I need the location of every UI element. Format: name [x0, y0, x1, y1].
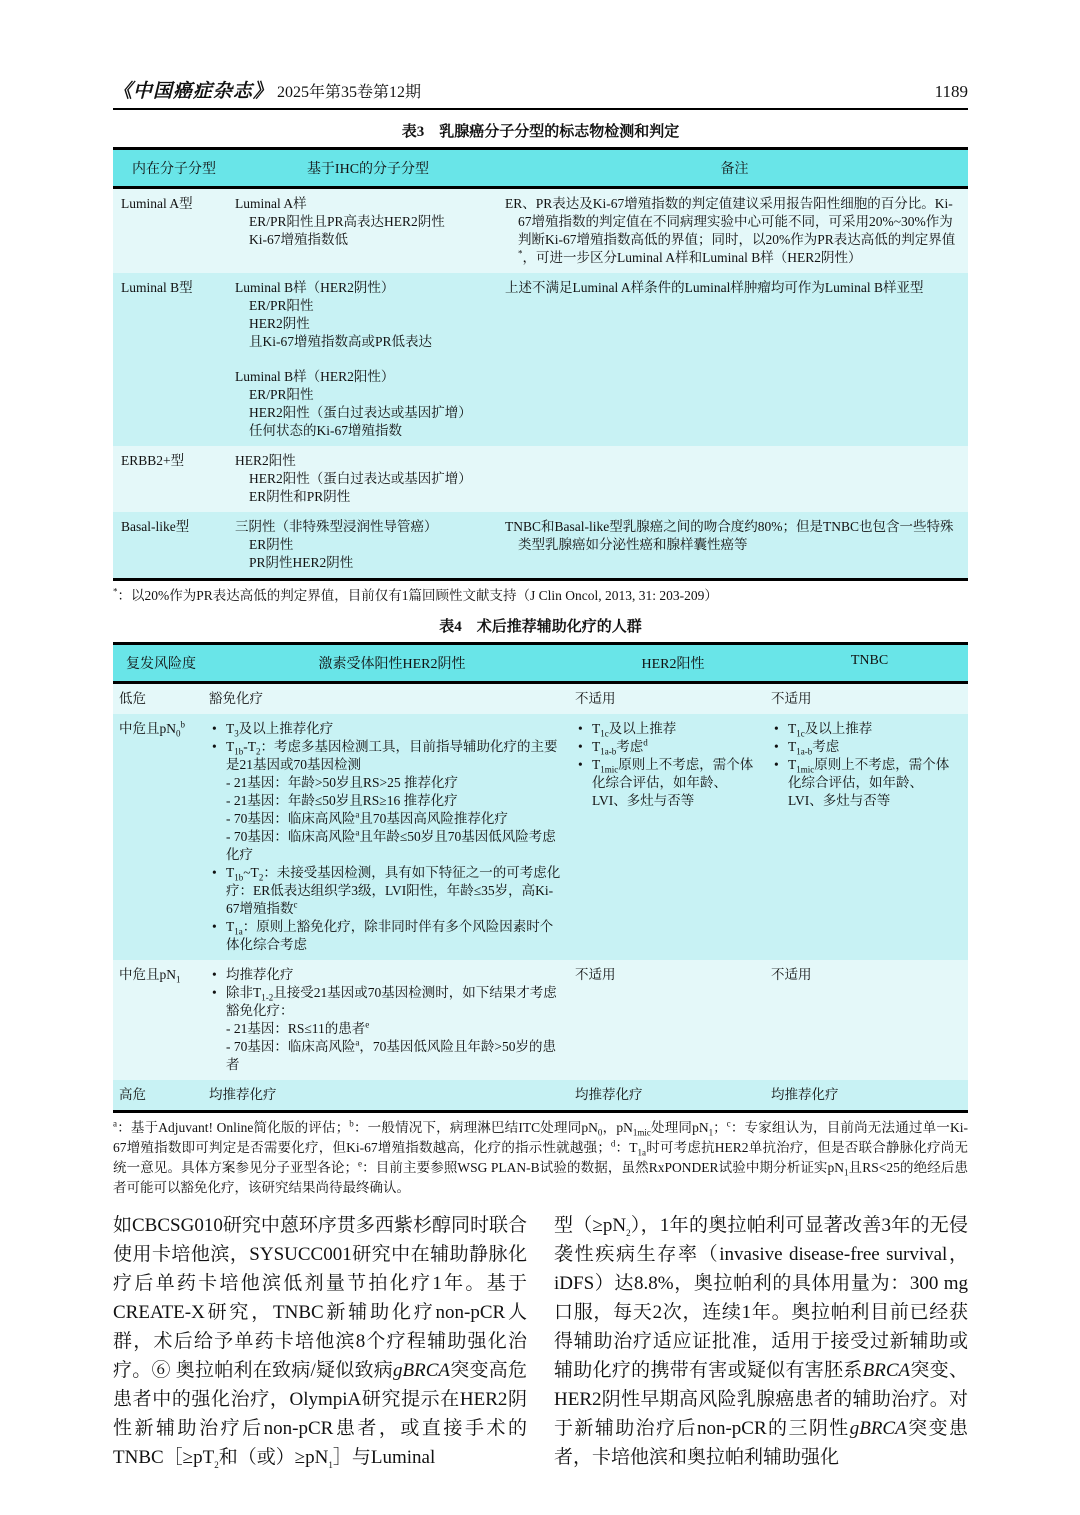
cell-line: 豁免化疗 [209, 691, 263, 706]
table4-col-header: TNBC [850, 653, 889, 668]
ihc-line: ER/PR阳性 [249, 298, 314, 313]
header-rule [113, 108, 968, 110]
body-text [113, 1211, 968, 1472]
table3-header-row [113, 150, 968, 189]
table3-footnote: *：以20%作为PR表达高低的判定界值，目前仅有1篇回顾性文献支持（J Clin Oncol, 2013, 31: 203-209） [113, 586, 718, 603]
cell-remark: 上述不满足Luminal A样条件的Luminal样肿瘤均可作为Luminal B样亚型 [505, 280, 924, 295]
cell-line: 不适用 [771, 967, 812, 982]
table4 [113, 642, 968, 1113]
cell-ihc [235, 452, 501, 506]
cell-ihc [235, 195, 501, 267]
table-row [113, 684, 968, 714]
group-gap [235, 351, 489, 368]
cell-tnbc [771, 720, 968, 954]
ihc-line: ER/PR阳性且PR高表达HER2阴性 [249, 214, 445, 229]
cell-line: - 21基因：年龄>50岁且RS>25 推荐化疗 [226, 775, 458, 790]
table-row [113, 960, 968, 1080]
ihc-line: Luminal A样 [235, 196, 307, 211]
ihc-line: HER2阳性（蛋白过表达或基因扩增） [249, 471, 472, 486]
cell-risk: 高危 [119, 1087, 146, 1102]
body-left-column: 如CBCSG010研究中蒽环序贯多西紫杉醇同时联合使用卡培他滨，SYSUCC001研究中在辅助静脉化疗后单药卡培他滨低剂量节拍化疗1年。基于CREATE-X研究，TNBC新辅助化疗non-pCR人群，术后给予单药卡培他滨8个疗程辅助强化治疗。⑥ 奥拉帕利在致病/疑似致病gBRCA突变高危患者中的强化治疗，OlympiA研究提示在HER2阴性新辅助治疗后non-pCR患者，或直接手术的$TNBC[\ge pT_2$和（或）$\ge pN_1]$与Luminal [113, 1215, 527, 1470]
cell-risk: 中危且$pN_1$ [119, 967, 181, 985]
cell-line: • $T_3$及以上推荐化疗 [209, 720, 563, 738]
table-row [113, 273, 968, 446]
cell-her2pos [575, 966, 771, 1074]
cell-remark: ER、PR表达及Ki-67增殖指数的判定值建议采用报告阳性细胞的百分比。Ki-67增殖指数的判定值在不同病理实验中心可能不同，可采用20%~30%作为判断Ki-67增殖指数高低的界值；同时，以20%作为PR表达高低的判定界值*，可进一步区分Luminal A样和Luminal B样（HER2阴性） [505, 196, 956, 265]
cell-line: • 除非$T_{1-2}$且接受21基因或70基因检测时，如下结果才考虑豁免化疗： [209, 984, 563, 1020]
cell-line: 不适用 [575, 967, 616, 982]
table-row [113, 714, 968, 960]
table3 [113, 147, 968, 581]
cell-remark [501, 452, 968, 506]
ihc-line: Ki-67增殖指数低 [249, 232, 348, 247]
body-right-column: 型$(\ge pN_2)$，1年的奥拉帕利可显著改善3年的无侵袭性疾病生存率（invasive disease-free survival，iDFS）达8.8%，奥拉帕利的具体用量为：300 mg口服，每天2次，连续1年。奥拉帕利目前已经获得辅助治疗适应证批准，适用于接受过新辅助或辅助化疗的携带有害或疑似有害胚系BRCA突变、HER2阴性早期高风险乳腺癌患者的辅助治疗。对于新辅助治疗后non-pCR的三阴性gBRCA突变患者，卡培他滨和奥拉帕利辅助强化 [554, 1215, 968, 1468]
cell-line: • $T_{1mic}$原则上不考虑，需个体化综合评估，如年龄、LVI、多灶与否等 [771, 756, 956, 810]
table-row [113, 446, 968, 512]
cell-line: • 均推荐化疗 [209, 966, 563, 984]
cell-line: • $T_{1mic}$原则上不考虑，需个体化综合评估，如年龄、LVI、多灶与否等 [575, 756, 759, 810]
ihc-line: HER2阳性（蛋白过表达或基因扩增） [249, 405, 472, 420]
cell-her2pos [575, 1086, 771, 1104]
table4-col-header: 激素受体阳性HER2阴性 [318, 657, 466, 672]
ihc-line: ER阴性和PR阴性 [249, 489, 351, 504]
cell-ihc [235, 518, 501, 572]
cell-tnbc [771, 1086, 968, 1104]
cell-subtype: Luminal A型 [121, 196, 193, 211]
table4-rows [113, 684, 968, 1110]
cell-her2pos [575, 690, 771, 708]
cell-subtype: ERBB2+型 [121, 453, 185, 468]
cell-line: • $T_{1c}$及以上推荐 [771, 720, 956, 738]
cell-line: 均推荐化疗 [575, 1087, 643, 1102]
cell-ihc [235, 279, 501, 440]
cell-line: • $T_{1a-b}$考虑 [771, 738, 956, 756]
cell-line: 不适用 [575, 691, 616, 706]
table4-col-header: HER2阳性 [641, 657, 705, 672]
running-head [113, 76, 968, 103]
ihc-line: Luminal B样（HER2阴性） [235, 280, 395, 295]
cell-tnbc [771, 966, 968, 1074]
cell-hr-her2neg [209, 690, 575, 708]
ihc-line: HER2阳性 [235, 453, 296, 468]
cell-line: - 21基因：年龄≤50岁且RS≥16 推荐化疗 [226, 793, 458, 808]
table-row [113, 189, 968, 273]
cell-line: • $T_{1a}$：原则上豁免化疗，除非同时伴有多个风险因素时个体化综合考虑 [209, 918, 563, 954]
ihc-line: ER阴性 [249, 537, 294, 552]
cell-tnbc [771, 690, 968, 708]
cell-line: 均推荐化疗 [209, 1087, 277, 1102]
cell-remark: TNBC和Basal-like型乳腺癌之间的吻合度约80%；但是TNBC也包含一些特殊类型乳腺癌如分泌性癌和腺样囊性癌等 [505, 519, 954, 552]
table3-col-header: 内在分子分型 [132, 162, 216, 177]
cell-line: 不适用 [771, 691, 812, 706]
table3-caption: 表3 乳腺癌分子分型的标志物检测和判定 [401, 124, 680, 140]
cell-line: - 21基因：RS≤11的患者$^e$ [226, 1019, 370, 1036]
cell-hr-her2neg [209, 1086, 575, 1104]
cell-line: - 70基因：临床高风险$^a$，70基因低风险且年龄>50岁的患者 [226, 1037, 556, 1072]
cell-risk: 低危 [119, 691, 146, 706]
cell-line: • $T_{1b}\sim T_2$：未接受基因检测，具有如下特征之一的可考虑化疗：ER低表达组织学3级，LVI阳性，年龄≤35岁，高Ki-67增殖指数$^c$ [209, 864, 563, 918]
table3-rows [113, 189, 968, 578]
cell-her2pos [575, 720, 771, 954]
ihc-line: HER2阴性 [249, 316, 310, 331]
cell-line: • $T_{1a-b}$考虑$^d$ [575, 738, 759, 756]
cell-subtype: Luminal B型 [121, 280, 193, 295]
cell-risk: 中危且$pN_0^b$ [119, 719, 185, 739]
running-head-left [113, 76, 421, 103]
table4-col-header: 复发风险度 [126, 657, 196, 672]
cell-line: 均推荐化疗 [771, 1087, 839, 1102]
ihc-line: ER/PR阳性 [249, 387, 314, 402]
table-row [113, 512, 968, 578]
cell-line: - 70基因：临床高风险$^a$且70基因高风险推荐化疗 [226, 809, 508, 826]
table4-header-row [113, 645, 968, 684]
ihc-line: PR阴性HER2阴性 [249, 555, 354, 570]
ihc-line: 任何状态的Ki-67增殖指数 [249, 423, 402, 438]
table3-col-header: 基于IHC的分子分型 [306, 162, 430, 177]
ihc-line: 且Ki-67增殖指数高或PR低表达 [249, 334, 433, 349]
cell-hr-her2neg [209, 720, 575, 954]
table4-footnote: $^a$：基于Adjuvant! Online简化版的评估；$^b$：一般情况下，病理淋巴结ITC处理同$pN_0$，$pN_{1mic}$处理同$pN_1$；$^c$：专家组认为，目前尚无法通过单一Ki-67增殖指数即可判定是否需要化疗，但Ki-67增殖指数越高，化疗的指示性就越强；$^d$：$T_{1a}$时可考虑抗HER2单抗治疗，但是否联合静脉化疗尚无统一意见。具体方案参见分子亚型各论；$^e$：目前主要参照WSG PLAN-B试验的数据，虽然RxPONDER试验中期分析证实$pN_1$且RS<25的绝经后患者可能可以豁免化疗，该研究结果尚待最终确认。 [113, 1118, 969, 1195]
cell-subtype: Basal-like型 [121, 519, 190, 534]
ihc-line: 三阴性（非特殊型浸润性导管癌） [235, 519, 438, 534]
journal-name: 《中国癌症杂志》 [113, 81, 274, 102]
table4-caption: 表4 术后推荐辅助化疗的人群 [439, 619, 642, 635]
page-number: 1189 [934, 82, 968, 101]
cell-line: • $T_{1c}$及以上推荐 [575, 720, 759, 738]
table3-col-header: 备注 [720, 162, 749, 177]
cell-line: - 70基因：临床高风险$^a$且年龄≤50岁且70基因低风险考虑化疗 [226, 827, 556, 862]
ihc-line: Luminal B样（HER2阳性） [235, 369, 395, 384]
issue-info: 2025年第35卷第12期 [277, 84, 422, 101]
cell-hr-her2neg [209, 966, 575, 1074]
table-row [113, 1080, 968, 1110]
cell-line: • $T_{1b}-T_2$：考虑多基因检测工具，目前指导辅助化疗的主要是21基因或70基因检测 [209, 738, 563, 774]
